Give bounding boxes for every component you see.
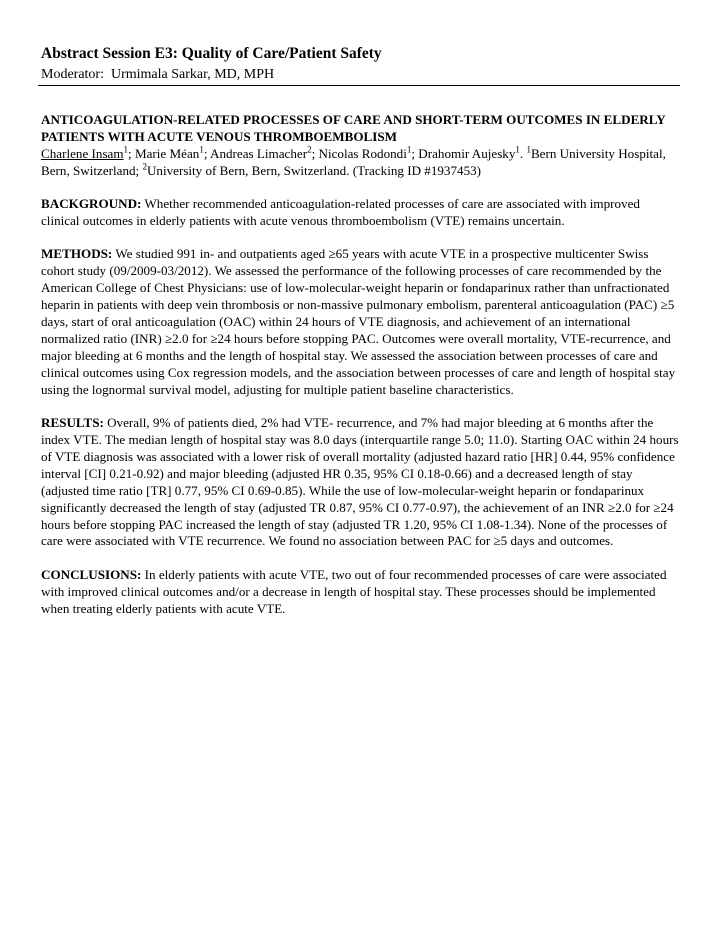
author-affiliation-marker: 1 [515,144,520,155]
conclusions-text: In elderly patients with acute VTE, two out of four recommended processes of care were associated with improved clinical outcomes and/or a decrease in length of hospital stay. These processes should be implemented when treating elderly patients with acute VTE. [41,566,667,616]
author-affiliation-marker: 2 [307,144,312,155]
author-affiliation-marker: 1 [199,144,204,155]
author-name: ; Nicolas Rodondi [311,145,407,161]
results-section [41,415,681,550]
results-text: Overall, 9% of patients died, 2% had VTE- recurrence, and 7% had major bleeding at 6 months after the index VTE. The median length of hospital stay was 8.0 days (interquartile range 5.0; 11.0). Starting OAC within 24 hours of VTE diagnosis was associated with a lower risk of overall mortality (adjusted hazard ratio [HR] 0.44, 95% confidence interval [CI] 0.21-0.92) and major bleeding (adjusted HR 0.35, 95% CI 0.18-0.66) and a decreased length of stay (adjusted time ratio [TR] 0.77, 95% CI 0.69-0.85). While the use of low-molecular-weight heparin or fondaparinux significantly decreased the length of stay (adjusted TR 0.87, 95% CI 0.77-0.97), the achievement of an INR ≥2.0 for ≥24 hours before stopping PAC increased the length of stay (adjusted TR 1.20, 95% CI 1.08-1.34). None of the processes of care were associated with VTE recurrence. We found no association between PAC for ≥5 days and outcomes. [41,415,679,549]
abstract-title: ANTICOAGULATION-RELATED PROCESSES OF CARE AND SHORT-TERM OUTCOMES IN ELDERLY PATIENTS WITH ACUTE VENOUS THROMBOEMBOLISM [41,112,666,144]
background-section [41,196,681,230]
session-title: Abstract Session E3: Quality of Care/Patient Safety [41,45,382,62]
author-name: ; Drahomir Aujesky [411,145,516,161]
abstract-body [41,112,681,618]
author-affiliation-marker: 1 [123,144,129,155]
affiliation-marker: 2 [142,161,147,172]
affiliation-separator: . [519,145,527,161]
presenting-author: Charlene Insam [41,145,124,161]
methods-text: We studied 991 in- and outpatients aged ≥65 years with acute VTE in a prospective multicenter Swiss cohort study (09/2009-03/2012). We assessed the performance of the following processes of care recommended by the American College of Chest Physicians: use of low-molecular-weight heparin or fondaparinux rather than unfractionated heparin in patients with deep vein thrombosis or non-massive pulmonary embolism, parenteral anticoagulation (PAC) ≥5 days, start of oral anticoagulation (OAC) within 24 hours of VTE diagnosis, and achievement of an international normalized ratio (INR) ≥2.0 for ≥24 hours before stopping PAC. Outcomes were overall mortality, VTE-recurrence, and major bleeding at 6 months and the length of hospital stay. We assessed the association between processes of care and clinical outcomes using Cox regression models, and the association between processes of care and length of hospital stay using the lognormal survival model, adjusting for multiple patient baseline characteristics. [41,246,676,397]
affiliation-marker: 1 [526,144,531,155]
background-label: BACKGROUND: [41,196,142,212]
methods-section [41,246,681,398]
conclusions-label: CONCLUSIONS: [41,566,142,582]
moderator-label: Moderator: [41,67,104,82]
affiliation-text: University of Bern, Bern, Switzerland. (Tracking ID #1937453) [146,162,482,178]
session-header [41,44,682,84]
author-name: ; Andreas Limacher [203,145,308,161]
moderator-name: Urmimala Sarkar, MD, MPH [110,67,275,82]
author-list [41,146,681,180]
header-divider [38,85,680,86]
author-name: ; Marie Méan [128,145,200,161]
author-affiliation-marker: 1 [406,144,412,155]
results-label: RESULTS: [41,415,104,431]
conclusions-section [41,567,681,618]
moderator-line [41,66,682,84]
background-text: Whether recommended anticoagulation-related processes of care are associated with improved clinical outcomes in elderly patients with acute venous thromboembolism (VTE) remains uncertain. [41,196,640,229]
methods-label: METHODS: [41,246,113,262]
affiliation-text: Bern University Hospital, Bern, Switzerland; [41,145,666,178]
